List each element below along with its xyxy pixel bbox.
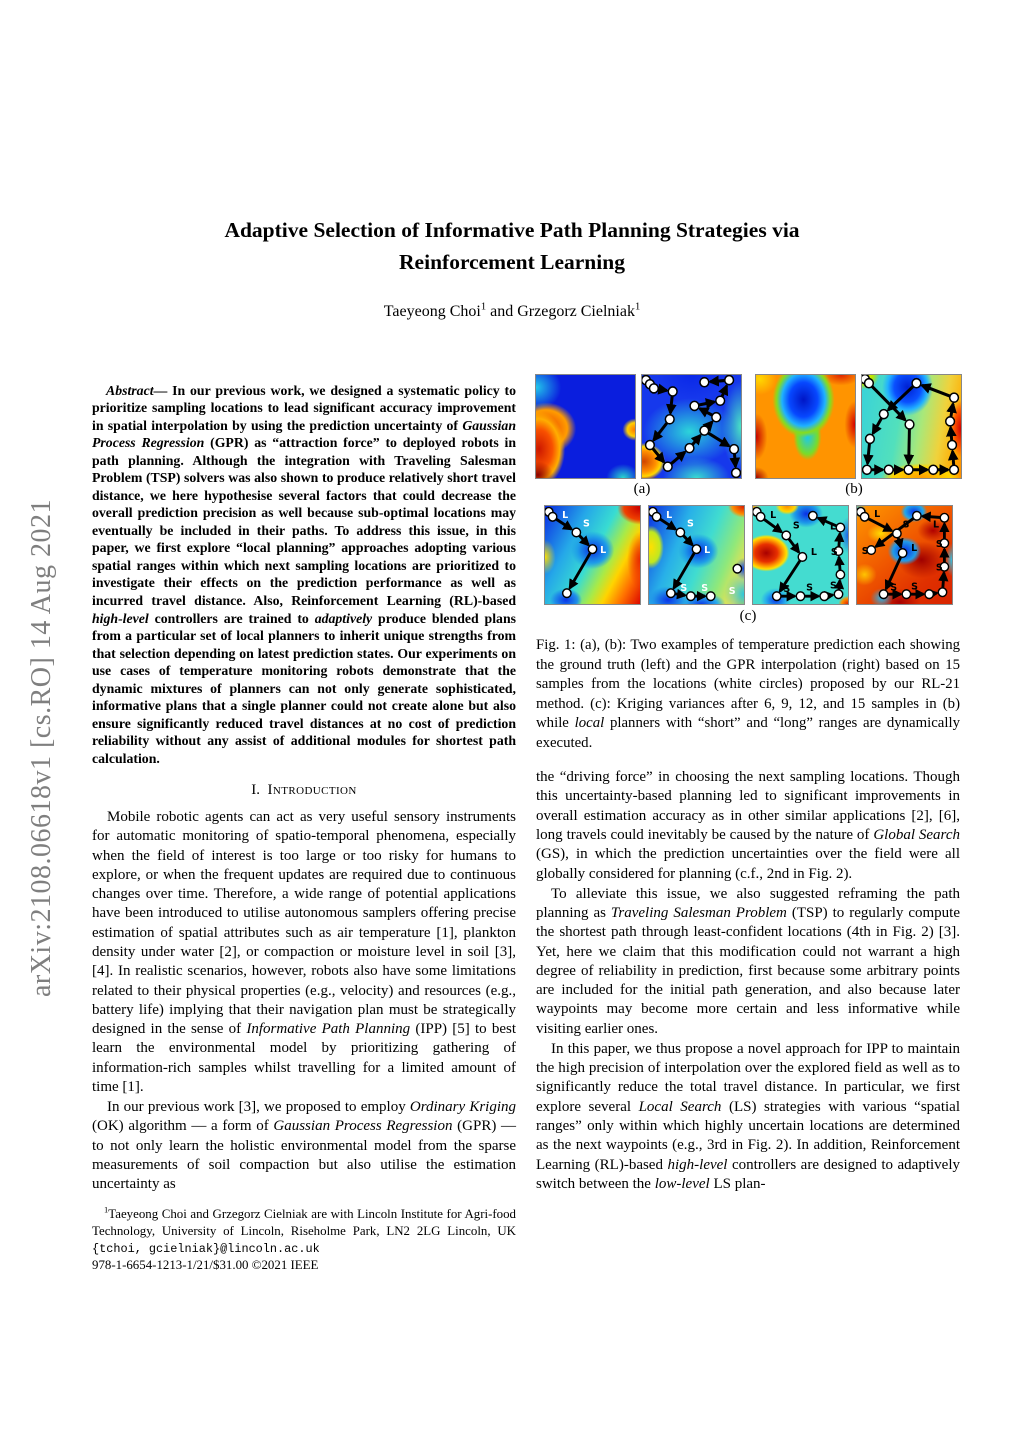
footnote-affiliation: $^1$Taeyeong Choi and Grzegorz Cielniak are with Lincoln Institute for Agri-food Technology, University of Lincoln, Riseholme Park, LN2 2LG Lincoln, UK {tchoi, gcielniak}@lincoln.ac.uk (92, 1205, 516, 1256)
svg-text:L: L (703, 544, 710, 557)
svg-text:S: S (582, 518, 590, 530)
right-column-text (536, 768, 960, 1194)
heatmap-variance-15-samples (856, 505, 953, 605)
svg-text:S: S (935, 562, 943, 574)
svg-text:L: L (769, 509, 776, 521)
author-footnote (92, 1206, 516, 1274)
body-paragraph-continuation: the “driving force” in choosing the next sampling locations. Though this uncertainty-based planning led to significant improvements in overall estimation accuracy as in other similar applications [2], [6], long travels could inevitably be caused by the nature of Global Search (GS), in which the prediction uncertainties over the field were all globally considered for planning (c.f., 2nd in Fig. 2). (536, 769, 961, 882)
svg-text:S: S (686, 518, 694, 530)
right-column (536, 374, 960, 1194)
heatmap-gpr-interpolation-b (861, 374, 962, 479)
svg-text:S: S (728, 586, 736, 598)
svg-text:S: S (792, 520, 800, 532)
section-heading-introduction (92, 782, 516, 799)
body-paragraph-tsp: To alleviate this issue, we also suggested reframing the path planning as Traveling Salesman Problem (TSP) to regularly compute the shortest path through least-confident locations (4th in Fig. 2) [3]. Yet, here we claim that this modification could not warrant a high degree of reliability in prediction, first because some arbitrary points are included for the initial path generation, and also because later waypoints may become more certain and less informative while visiting earlier ones. (536, 885, 960, 1037)
section-number: I. (251, 782, 260, 799)
svg-text:L: L (829, 521, 836, 533)
svg-text:S: S (805, 582, 813, 594)
authors-line: Taeyeong Choi$^1$ and Grzegorz Cielniak$^1$ (383, 301, 641, 320)
svg-text:L: L (561, 509, 568, 521)
svg-text:L: L (810, 546, 817, 559)
figure-group-a (535, 374, 742, 479)
svg-text:S: S (889, 582, 897, 594)
figure-sublabels-ab (536, 481, 960, 498)
heatmap-gpr-interpolation-a (641, 374, 742, 479)
figure-1 (536, 374, 960, 753)
svg-text:L: L (599, 544, 606, 557)
intro-paragraph-1: Mobile robotic agents can act as very useful sensory instruments for automatic monitoring of spatio-temporal phenomena, especially when the field of interest is too large or too risky for humans to explore, or when the frequent updates are required due to continuous changes over time. Therefore, a wide range of potential applications have been introduced to utilise autonomous samplers offering precise estimation of spatial attributes such as air temperature [1], plankton density under water [2], or compaction or moisture level in soil [3], [4]. In realistic scenarios, however, robots also have some limitations related to their physical properties (e.g., velocity) and resources (e.g., battery life) implying that their navigation plan must be strategically designed in the sense of Informative Path Planning (IPP) [5] to best learn the environmental model by prioritizing gathering of information-rich samples whilst travelling for a limited amount of time [1]. (92, 809, 516, 1095)
svg-text:L: L (873, 508, 880, 520)
svg-text:S: S (861, 545, 869, 558)
heatmap-ground-truth-a (535, 374, 636, 479)
figure-label-c: (c) (739, 608, 757, 624)
svg-text:S: S (830, 546, 838, 559)
svg-text:S: S (829, 580, 837, 592)
title-block (162, 214, 862, 321)
svg-text:S: S (700, 583, 708, 595)
figure-caption: Fig. 1: (a), (b): Two examples of temperature prediction each showing the ground truth (left) and the GPR interpolation (right) based on 15 samples from the locations (white circles) proposed by our RL-21 method. (c): Kriging variances after 6, 9, 12, and 15 samples in (b) while local planners with “short” and “long” ranges are dynamically executed. (536, 637, 960, 751)
svg-text:S: S (935, 539, 943, 551)
svg-text:L: L (665, 509, 672, 521)
heatmap-ground-truth-b (755, 374, 856, 479)
intro-paragraph-2: In our previous work [3], we proposed to employ Ordinary Kriging (OK) algorithm — a form of Gaussian Process Regression (GPR) — to not only learn the holistic environmental model from the sparse measurements of soil compaction but also utilise the estimation uncertainty as (92, 1099, 517, 1193)
arxiv-sidebar-banner: arXiv:2108.06618v1 [cs.RO] 14 Aug 2021 (26, 498, 57, 998)
figure-row-c (536, 505, 960, 605)
svg-text:L: L (910, 542, 917, 555)
svg-text:S: S (902, 519, 909, 531)
figure-group-b (755, 374, 962, 479)
body-paragraph-proposal: In this paper, we thus propose a novel approach for IPP to maintain the high precision of interpolation over the explored field as well as to significantly reduce the total travel distance. In particular, we first explore several Local Search (LS) strategies with various “spatial ranges” only within which highly uncertain locations are determined as the next waypoints (e.g., 3rd in Fig. 2). In addition, Reinforcement Learning (RL)-based high-level controllers are designed to adaptively switch between the low-level LS plan- (536, 1040, 961, 1192)
figure-label-b: (b) (845, 481, 863, 497)
svg-text:S: S (782, 584, 790, 596)
abstract: Abstract— In our previous work, we designed a systematic policy to prioritize sampling locations to lead significant accuracy improvement in spatial interpolation by using the prediction uncertainty of Gaussian Process Regression (GPR) as “attraction force” to deployed robots in path planning. Although the integration with Traveling Salesman Problem (TSP) solvers was also shown to produce relatively short travel distance, we here hypothesise several factors that could decrease the overall prediction precision as well because sub-optimal locations may eventually be included in their paths. To address this issue, in this paper, we first explore “local planning” approaches adopting various spatial ranges within which next sampling locations are prioritized to investigate their effects on the prediction performance as well as incurred travel distance. Also, Reinforcement Learning (RL)-based high-level controllers are trained to adaptively produce blended plans from a particular set of local planners to inherit unique strengths from that selection depending on latest prediction states. Our experiments on use cases of temperature monitoring robots demonstrate that the dynamic mixtures of planners can not only generate sophisticated, informative plans that a single planner could not create alone but also ensure significantly reduced travel distances at no cost of prediction reliability without any assist of additional modules for shortest path calculation. (92, 382, 517, 766)
heatmap-variance-12-samples (752, 505, 849, 605)
section-title: Introduction (267, 782, 357, 799)
svg-text:S: S (910, 581, 918, 593)
left-column (92, 368, 516, 1274)
svg-text:S: S (679, 583, 687, 595)
figure-label-a: (a) (633, 481, 651, 497)
paper-title: Adaptive Selection of Informative Path Planning Strategies via Reinforcement Learning (224, 218, 800, 275)
heatmap-variance-6-samples (544, 505, 641, 605)
svg-text:L: L (932, 519, 939, 531)
heatmap-variance-9-samples (648, 505, 745, 605)
figure-row-ab (536, 374, 960, 479)
copyright-line: 978-1-6654-1213-1/21/$31.00 ©2021 IEEE (92, 1258, 319, 1273)
